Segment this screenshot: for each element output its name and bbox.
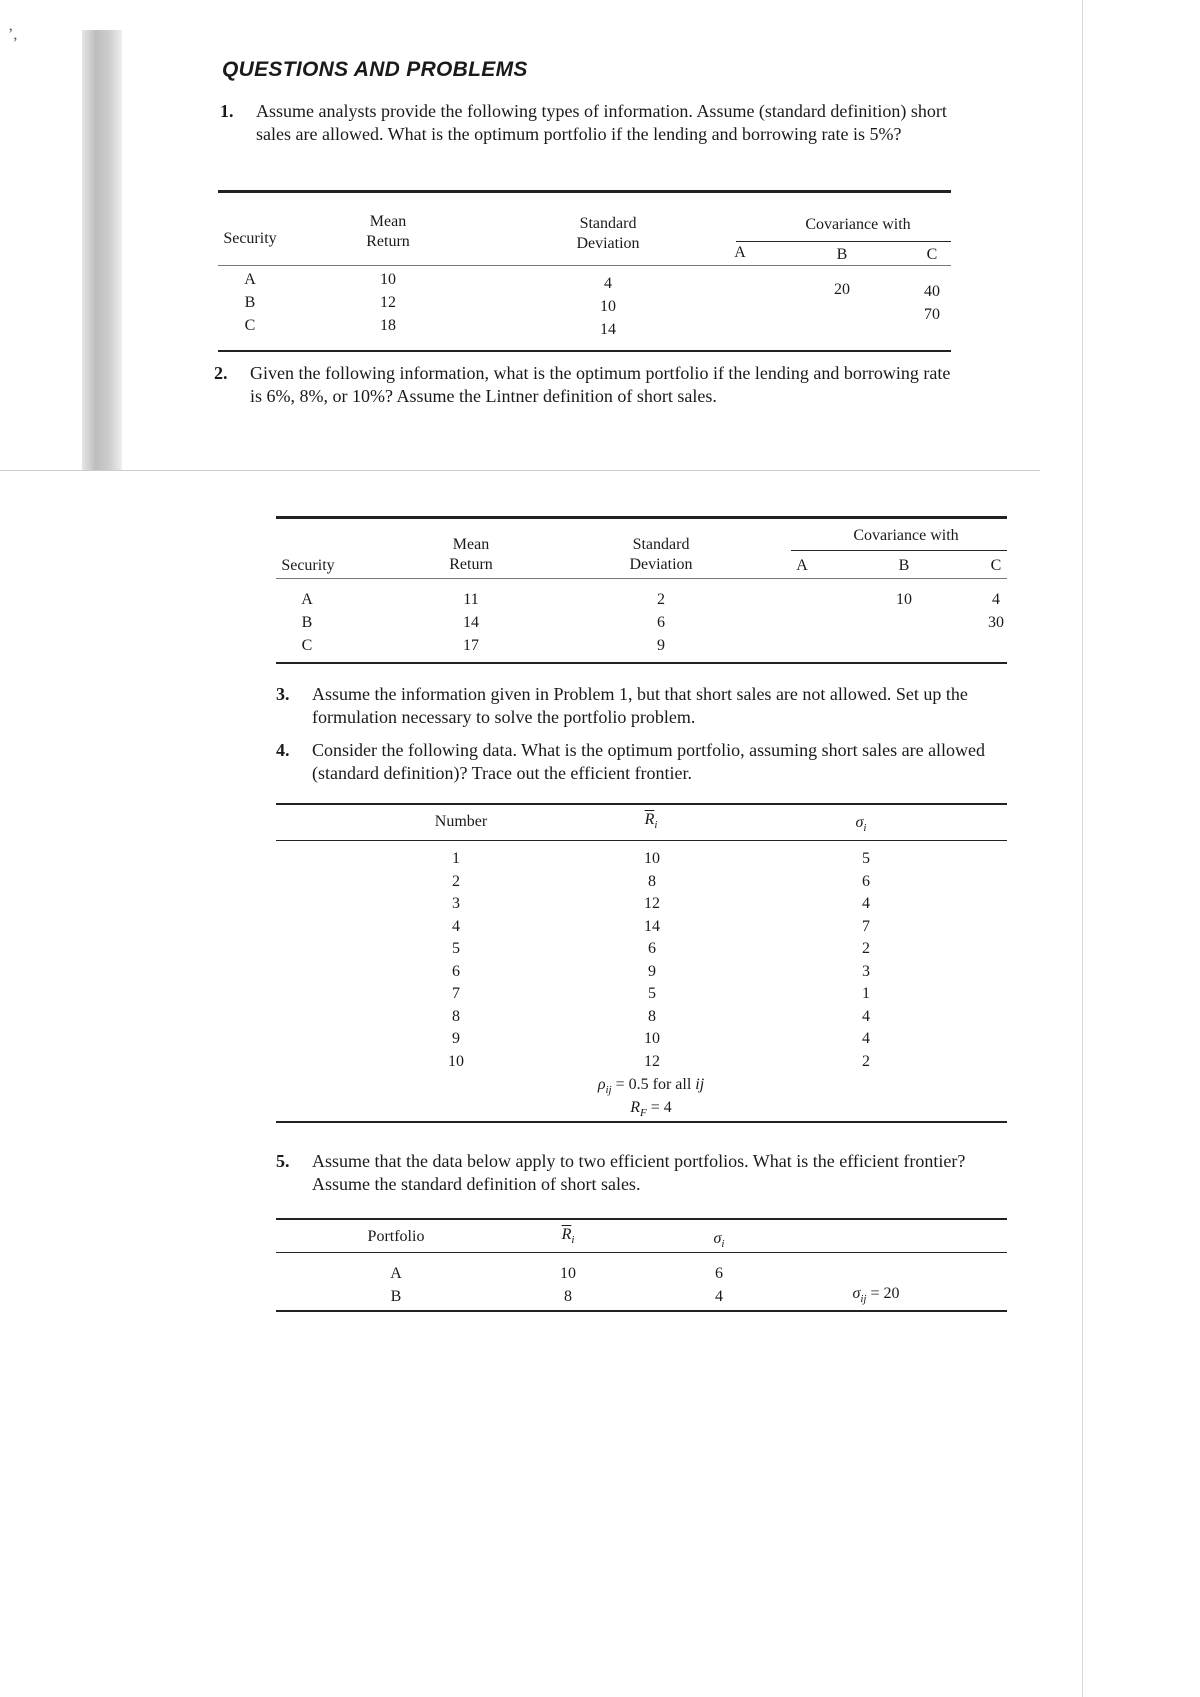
- std-dev-column: 4 10 14: [600, 275, 616, 338]
- std-dev-column: 2 6 9: [657, 591, 665, 654]
- header-rule: [276, 840, 1007, 841]
- problem-text: Assume that the data below apply to two efficient portfolios. What is the efficient frontier? Assume the standard definition of short sales.: [312, 1151, 966, 1194]
- mean-return-header: Mean Return: [449, 536, 493, 573]
- covariance-header: Covariance with: [805, 216, 911, 233]
- table-2: [276, 516, 1007, 662]
- problem-text: Assume the information given in Problem 1, but that short sales are not allowed. Set up the formulation necessary to solve the portfolio problem.: [312, 684, 968, 727]
- mean-return-header: $\overline{R}_i$: [644, 811, 658, 832]
- cov-b-header: B: [836, 246, 848, 263]
- bottom-rule: [276, 662, 1007, 664]
- header-rule: [218, 265, 951, 266]
- sigma-column: 6 4: [715, 1265, 723, 1305]
- scan-speck: ’,: [8, 26, 18, 43]
- cov-a-header: A: [734, 244, 746, 261]
- number-header: Number: [434, 813, 488, 830]
- scan-page-edge: [1082, 0, 1083, 1697]
- mean-return-header: $\overline{R}_i$: [561, 1226, 575, 1247]
- cov-c-header: C: [990, 557, 1002, 574]
- cov-c-column: 40 70: [924, 283, 940, 323]
- covariance-note: $\sigma_{ij} = 20$: [852, 1285, 900, 1306]
- problem-3: [276, 683, 1008, 729]
- risk-free-note: $R_F = 4$: [630, 1099, 672, 1120]
- mean-return-column: 10 8: [560, 1265, 576, 1305]
- mean-return-header: Mean Return: [366, 213, 410, 250]
- number-column: 1 2 3 4 5 6 7 8 9 10: [448, 850, 464, 1070]
- cov-c-column: 4 30: [988, 591, 1004, 631]
- section-heading: QUESTIONS AND PROBLEMS: [222, 58, 528, 81]
- covariance-header: Covariance with: [853, 527, 959, 544]
- security-header: Security: [281, 557, 335, 574]
- cov-rule: [791, 550, 1007, 551]
- mean-return-column: 10 8 12 14 6 9 5 8 10 12: [644, 850, 660, 1070]
- portfolio-header: Portfolio: [367, 1228, 425, 1245]
- top-rule: [276, 1218, 1007, 1220]
- scan-binding-shadow: [82, 30, 122, 470]
- correlation-note: $\rho_{ij} = 0.5$ for all ij: [597, 1076, 705, 1097]
- problem-text: Assume analysts provide the following types of information. Assume (standard definition) short sales are allowed. What is the optimum portfolio if the lending and borrowing rate is 5%?: [256, 101, 947, 144]
- problem-4: [276, 739, 1008, 785]
- problem-text: Consider the following data. What is the optimum portfolio, assuming short sales are allowed (standard definition)? Trace out the efficient frontier.: [312, 740, 986, 783]
- top-rule: [218, 190, 951, 193]
- cov-b-column: 10: [896, 591, 912, 608]
- cov-rule: [736, 241, 951, 242]
- top-rule: [276, 516, 1007, 519]
- problem-number: 5.: [276, 1151, 290, 1171]
- problem-text: Given the following information, what is the optimum portfolio if the lending and borrowing rate is 6%, 8%, or 10%? Assume the Lintner definition of short sales.: [250, 363, 951, 406]
- table-3: [276, 803, 1007, 1125]
- table-4: [276, 1218, 1007, 1314]
- table-1: [218, 190, 951, 356]
- mean-return-column: 10 12 18: [380, 271, 396, 334]
- security-column: A B C: [301, 591, 313, 654]
- problem-5: [276, 1150, 1008, 1196]
- cov-b-column: 20: [834, 281, 850, 298]
- header-rule: [276, 1252, 1007, 1253]
- bottom-rule: [218, 350, 951, 352]
- problem-number: 4.: [276, 740, 290, 760]
- problem-2: [214, 362, 954, 408]
- cov-b-header: B: [898, 557, 910, 574]
- sigma-header: $\sigma_i$: [855, 814, 867, 835]
- cov-c-header: C: [926, 246, 938, 263]
- security-column: A B C: [244, 271, 256, 334]
- problem-number: 2.: [214, 363, 228, 383]
- std-dev-header: Standard Deviation: [629, 536, 693, 573]
- bottom-rule: [276, 1310, 1007, 1312]
- bottom-rule: [276, 1121, 1007, 1123]
- portfolio-column: A B: [390, 1265, 402, 1305]
- header-rule: [276, 578, 1007, 579]
- security-header: Security: [223, 230, 277, 247]
- problem-number: 3.: [276, 684, 290, 704]
- problem-1: [220, 100, 955, 146]
- cov-a-header: A: [796, 557, 808, 574]
- std-dev-header: Standard Deviation: [576, 215, 640, 252]
- scan-fold-line: [0, 470, 1040, 471]
- sigma-header: $\sigma_i$: [713, 1230, 725, 1251]
- problem-number: 1.: [220, 101, 234, 121]
- mean-return-column: 11 14 17: [463, 591, 479, 654]
- top-rule: [276, 803, 1007, 805]
- sigma-column: 5 6 4 7 2 3 1 4 4 2: [862, 850, 870, 1070]
